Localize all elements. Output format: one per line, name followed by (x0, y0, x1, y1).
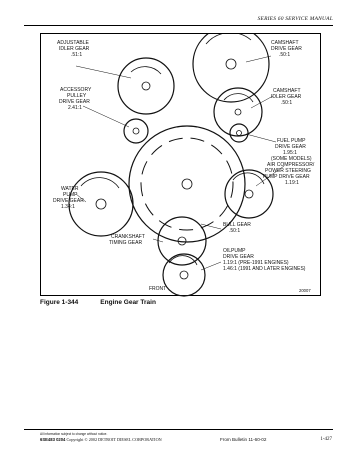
label-oil-pump-2: DRIVE GEAR (223, 254, 254, 260)
label-fuel-pump-4: (SOME MODELS) (271, 156, 312, 162)
label-water-pump-1: WATER (61, 186, 79, 192)
label-water-pump-2: PUMP (63, 192, 78, 198)
label-accessory-2: PULLEY (67, 93, 87, 99)
page-number: 1-427 (320, 437, 332, 442)
caption-title: Engine Gear Train (100, 299, 156, 306)
label-adjustable-idler-3: .51:1 (71, 52, 83, 58)
label-fuel-pump-3: 1.95:1 (283, 150, 297, 156)
fuel-pump-drive-gear (230, 124, 248, 142)
camshaft-drive-gear-left (193, 34, 269, 102)
label-oil-pump-1: OILPUMP (223, 248, 246, 254)
header-rule (24, 25, 333, 26)
label-oil-pump-4: 1.46:1 (1991 AND LATER ENGINES) (223, 266, 306, 272)
water-pump-drive-gear (69, 172, 133, 236)
oil-pump-drive-gear (163, 254, 205, 296)
label-air-comp-3: PUMP DRIVE GEAR (263, 174, 310, 180)
label-fuel-pump-2: DRIVE GEAR (275, 144, 306, 150)
label-camshaft-drive-3: .50:1 (279, 52, 291, 58)
label-camshaft-drive-1: CAMSHAFT (271, 40, 299, 46)
label-crankshaft-1: CRANKSHAFT (111, 234, 145, 240)
label-accessory-3: DRIVE GEAR (59, 99, 90, 105)
footer-left (40, 437, 162, 442)
footer-code: 6SE483 0204 (40, 437, 66, 442)
caption-number: Figure 1-344 (40, 299, 79, 306)
label-accessory-1: ACCESSORY (60, 87, 92, 93)
footer-rule (24, 429, 333, 430)
figure-number: 20007 (299, 288, 311, 293)
label-camshaft-drive-2: DRIVE GEAR (271, 46, 302, 52)
label-camshaft-idler-3: .50:1 (281, 100, 293, 106)
label-water-pump-4: 1.34:1 (61, 204, 75, 210)
label-oil-pump-3: 1.19:1 (PRE-1991 ENGINES) (223, 260, 289, 266)
figure-caption (40, 299, 156, 306)
label-water-pump-3: DRIVE GEAR (53, 198, 84, 204)
label-camshaft-idler-2: IDLER GEAR (271, 94, 302, 100)
label-bull-gear-2: .50:1 (229, 228, 241, 234)
label-bull-gear-1: BULL GEAR (223, 222, 251, 228)
label-air-comp-4: 1.19:1 (285, 180, 299, 186)
label-accessory-4: 2.41:1 (68, 105, 82, 111)
running-header: SERIES 60 SERVICE MANUAL (257, 16, 333, 22)
camshaft-idler-gear (214, 88, 262, 136)
footer-bulletin: From Bulletin 11-60-02 (220, 437, 267, 442)
label-adjustable-idler-2: IDLER GEAR (59, 46, 90, 52)
label-camshaft-idler-1: CAMSHAFT (273, 88, 301, 94)
label-crankshaft-2: TIMING GEAR (109, 240, 143, 246)
label-adjustable-idler-1: ADJUSTABLE (57, 40, 89, 46)
gear-train-figure (40, 33, 321, 296)
label-air-comp-1: AIR COMPRESSOR/ (267, 162, 315, 168)
label-air-comp-2: POWER STEERING (265, 168, 311, 174)
footer-note: All information subject to change without notice. (40, 432, 108, 436)
label-front: FRONT (149, 286, 167, 292)
gear-train-diagram (41, 34, 322, 297)
footer-copyright: Copyright © 2002 DETROIT DIESEL CORPORATION (66, 437, 162, 442)
label-fuel-pump-1: FUEL PUMP (277, 138, 306, 144)
accessory-pulley-drive-gear (124, 119, 148, 143)
